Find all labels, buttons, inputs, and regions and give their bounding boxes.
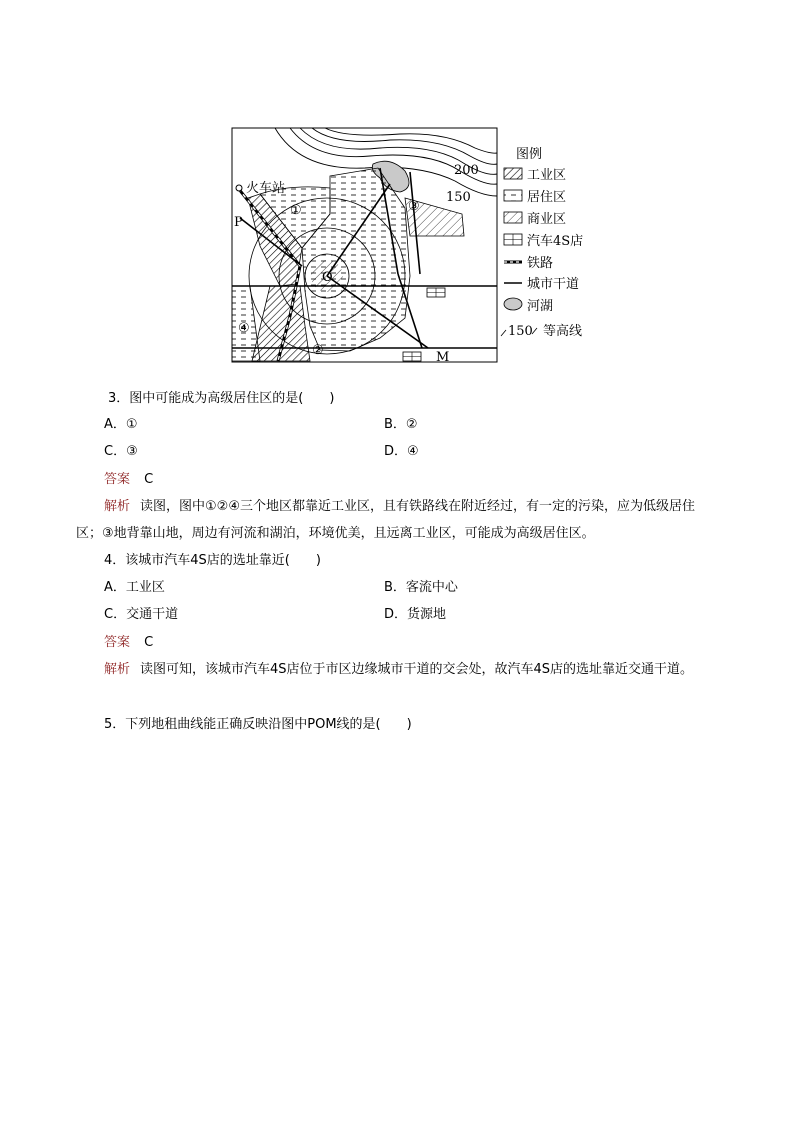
- q3-answer: [104, 470, 153, 490]
- answer-value: C: [144, 635, 154, 650]
- point-label-p: P: [234, 215, 243, 230]
- legend-industrial-swatch: [504, 168, 522, 179]
- answer-label: 答案: [104, 472, 131, 487]
- legend-title: 图例: [516, 147, 543, 162]
- station-icon: [236, 185, 242, 191]
- q4-option-b: B．客流中心: [384, 580, 458, 595]
- contour-label-150: 150: [446, 190, 471, 205]
- analysis-text: 读图可知，该城市汽车4S店位于市区边缘城市干道的交会处，故汽车4S店的选址靠近交通干道。: [140, 662, 694, 677]
- q3-option-b: B．②: [384, 417, 418, 432]
- point-label-m: M: [436, 350, 450, 365]
- question-3-stem: 3．图中可能成为高级居住区的是( ): [108, 391, 335, 406]
- legend-commercial-swatch: [504, 212, 522, 223]
- map-legend: [501, 147, 583, 339]
- zone-label-1: ①: [290, 203, 302, 218]
- q4-answer: [104, 633, 153, 653]
- city-zoning-map: [230, 126, 605, 376]
- analysis-label: 解析: [104, 662, 131, 677]
- legend-contour-sample: 150: [508, 324, 533, 339]
- legend-railway: 铁路: [527, 256, 554, 271]
- legend-commercial: 商业区: [527, 212, 567, 227]
- legend-industrial: 工业区: [527, 168, 567, 183]
- question-5-stem: 5．下列地租曲线能正确反映沿图中POM线的是( ): [104, 717, 412, 732]
- q4-option-d: D．货源地: [384, 607, 447, 622]
- answer-label: 答案: [104, 635, 131, 650]
- legend-contour: 等高线: [543, 324, 583, 339]
- legend-lake: 河湖: [527, 299, 554, 314]
- point-label-o: O: [322, 270, 333, 285]
- contour-label-200: 200: [454, 163, 479, 178]
- q3-option-d: D．④: [384, 444, 419, 459]
- question-4-stem: 4．该城市汽车4S店的选址靠近( ): [104, 553, 321, 568]
- q4-option-c: C．交通干道: [104, 607, 179, 622]
- legend-4s: 汽车4S店: [527, 234, 584, 249]
- legend-residential: 居住区: [527, 190, 567, 205]
- station-label: 火车站: [246, 181, 286, 196]
- zone-label-4: ④: [238, 321, 250, 336]
- analysis-text: 读图，图中①②④三个地区都靠近工业区，且有铁路线在附近经过，有一定的污染，应为低级居住区；③地背靠山地，周边有河流和湖泊，环境优美，且远离工业区，可能成为高级居住区。: [76, 499, 695, 541]
- legend-residential-swatch: [504, 190, 522, 201]
- legend-road: 城市干道: [527, 277, 580, 292]
- zone-label-2: ②: [312, 343, 324, 358]
- q3-option-a: A．①: [104, 417, 138, 432]
- zone-label-3: ③: [408, 199, 420, 214]
- analysis-label: 解析: [104, 499, 131, 514]
- q4-option-a: A．工业区: [104, 580, 165, 595]
- q3-option-c: C．③: [104, 444, 138, 459]
- answer-value: C: [144, 472, 154, 487]
- q4-analysis: [76, 656, 718, 683]
- q3-analysis: [76, 493, 718, 547]
